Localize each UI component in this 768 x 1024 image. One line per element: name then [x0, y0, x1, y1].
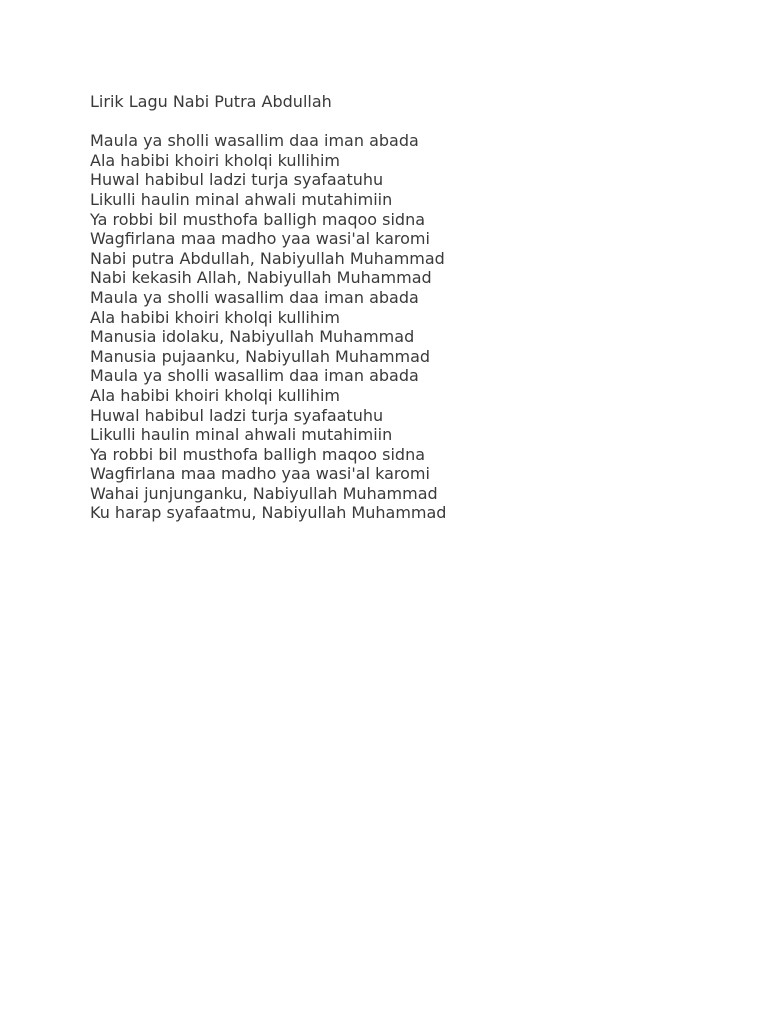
lyrics-block	[90, 131, 730, 523]
lyric-line: Likulli haulin minal ahwali mutahimiin	[90, 425, 393, 445]
lyric-line: Wagfirlana maa madho yaa wasi'al karomi	[90, 229, 430, 249]
lyric-line: Manusia pujaanku, Nabiyullah Muhammad	[90, 346, 431, 366]
lyric-line: Maula ya sholli wasallim daa iman abada	[90, 131, 419, 151]
lyric-line: Huwal habibul ladzi turja syafaatuhu	[90, 170, 384, 190]
lyric-line: Manusia idolaku, Nabiyullah Muhammad	[90, 327, 415, 347]
document-content	[90, 92, 730, 523]
lyric-line: Likulli haulin minal ahwali mutahimiin	[90, 189, 393, 209]
lyric-line: Ya robbi bil musthofa balligh maqoo sidna	[90, 209, 426, 229]
lyric-line: Maula ya sholli wasallim daa iman abada	[90, 366, 419, 386]
lyric-line: Nabi putra Abdullah, Nabiyullah Muhammad	[90, 248, 445, 268]
lyric-line: Ala habibi khoiri kholqi kullihim	[90, 307, 341, 327]
lyric-line: Wahai junjunganku, Nabiyullah Muhammad	[90, 483, 438, 503]
lyric-line: Ala habibi khoiri kholqi kullihim	[90, 385, 341, 405]
lyric-line: Ya robbi bil musthofa balligh maqoo sidna	[90, 444, 426, 464]
page-title: Lirik Lagu Nabi Putra Abdullah	[90, 92, 332, 111]
lyric-line: Maula ya sholli wasallim daa iman abada	[90, 287, 419, 307]
lyric-line: Nabi kekasih Allah, Nabiyullah Muhammad	[90, 268, 432, 288]
lyric-line: Ku harap syafaatmu, Nabiyullah Muhammad	[90, 503, 447, 523]
lyric-line: Huwal habibul ladzi turja syafaatuhu	[90, 405, 384, 425]
lyric-line: Wagfirlana maa madho yaa wasi'al karomi	[90, 464, 430, 484]
lyric-line: Ala habibi khoiri kholqi kullihim	[90, 150, 341, 170]
